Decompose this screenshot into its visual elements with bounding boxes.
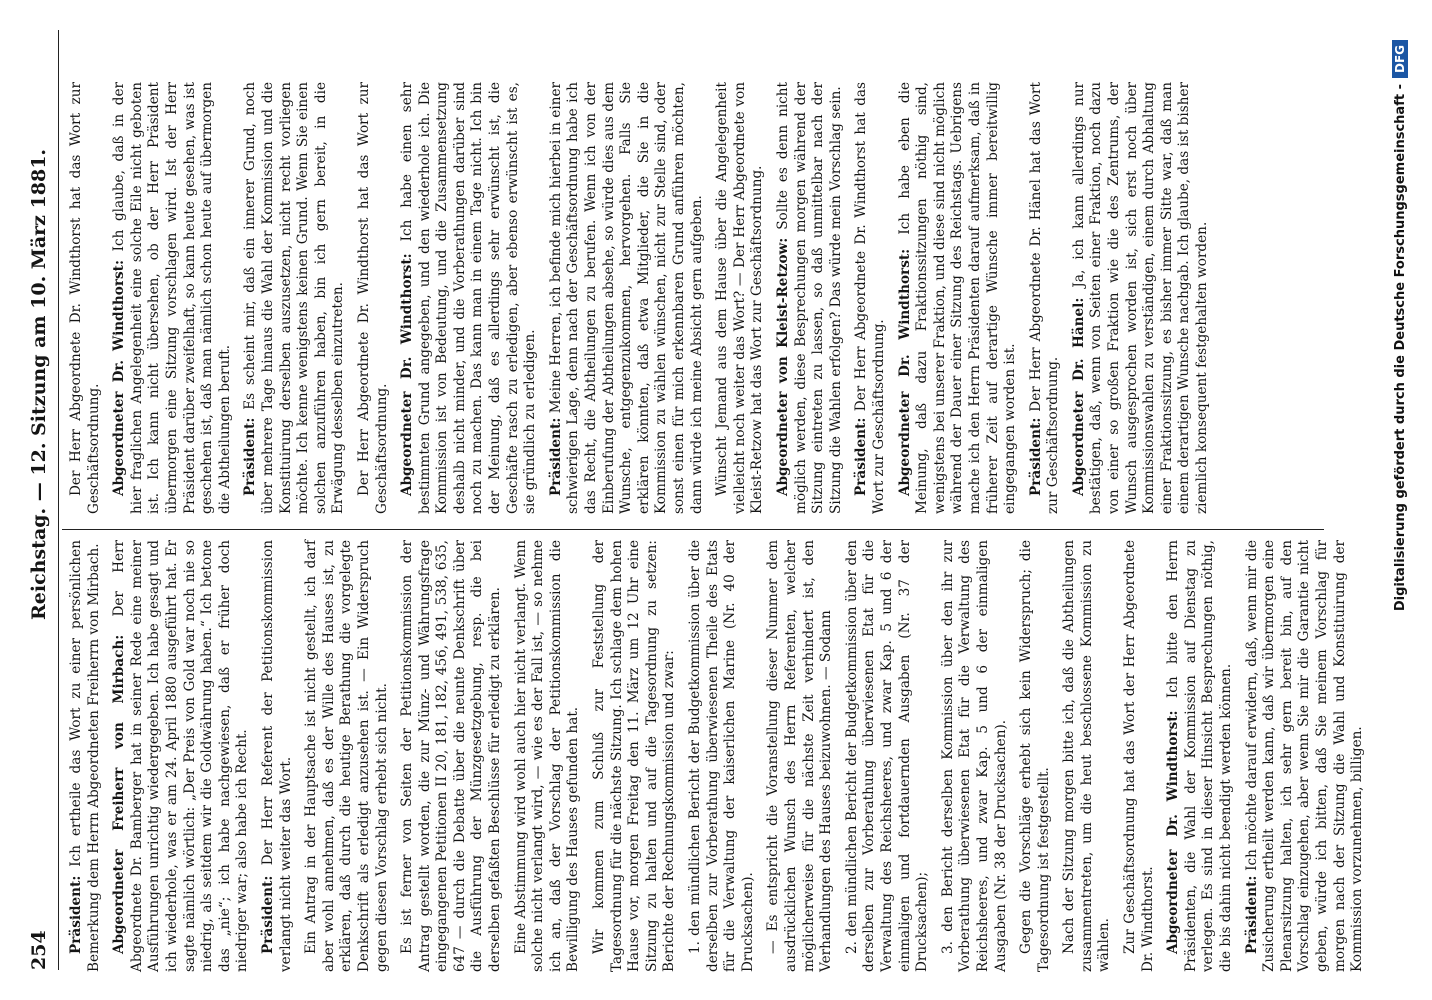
paragraph xyxy=(1071,82,1212,514)
paragraph xyxy=(68,540,103,972)
paragraph xyxy=(399,82,540,514)
speaker-name: Präsident: xyxy=(259,875,276,954)
paragraph-text: Ich habe einen sehr bestimmten Grund angegeben, und den wiederhole ich. Die Kommission ist von Bedeutung, und die Zusammensetzung deshalb nicht minder, und die Vorberathungen darüber sind noch zu machen. Das kann man in einem Tage nicht. Ich bin der Meinung, daß es allerdings sehr erwünscht ist, die Geschäfte rasch zu erledigen, aber ebenso erwünscht ist es, sie gründlich zu erledigen. xyxy=(399,82,539,514)
dfg-logo: DFG xyxy=(1392,40,1408,78)
paragraph-text: 3. den Bericht derselben Kommission über den ihr zur Vorberathung überwiesenen Etat für die Verwaltung des Reichsheeres, und zwar Kap. 5 und 6 der einmaligen Ausgaben (Nr. 38 der Drucksachen). xyxy=(939,540,1009,972)
paragraph xyxy=(1028,82,1063,514)
paragraph xyxy=(897,82,1020,514)
paragraph xyxy=(591,540,679,972)
column-divider xyxy=(62,529,1324,530)
paragraph xyxy=(242,82,348,514)
speaker-name: Abgeordneter Dr. Windthorst: xyxy=(1165,710,1182,954)
paragraph-text: Ich habe eben die Meinung, daß dazu Fraktionssitzungen nöthig sind, wenigstens bei unserer Fraktion, und diese sind nicht möglich während der Dauer einer Sitzung des Reichstags. Uebrigens mache ich den Herrn Präsidenten darauf aufmerksam, daß in früherer Zeit auf derartige Wünsche immer bereitwillig eingegangen worden ist. xyxy=(896,81,1019,514)
paragraph xyxy=(765,540,835,972)
paragraph xyxy=(1061,540,1114,972)
paragraph xyxy=(111,540,252,972)
paragraph xyxy=(714,82,767,514)
paragraph xyxy=(775,82,845,514)
paragraph xyxy=(68,82,103,514)
paragraph-text: Der Herr Abgeordnete Dr. Windthorst hat das Wort zur Geschäftsordnung. xyxy=(68,82,102,514)
paragraph xyxy=(548,82,706,514)
paragraph-text: 2. den mündlichen Bericht der Budgetkommission über den derselben zur Vorberathung überwiesenen Etat für die Verwaltung des Reichsheeres, und zwar Kap. 5 und 6 der einmaligen und fortdauernden Ausgaben (Nr. 37 der Drucksachen); xyxy=(843,540,931,972)
paragraph xyxy=(356,82,391,514)
paragraph xyxy=(260,540,295,972)
paragraph-text: Ja, ich kann allerdings nur bestätigen, daß, wenn von Seiten einer Fraktion, noch dazu von einer so großen Fraktion wie die des Zentrums, der Wunsch ausgesprochen worden ist, sich erst noch über Kommissionswahlen zu verständigen, einem durch Abhaltung einer Fraktionssitzung, es bisher immer Sitte war, daß man einem derartigen Wunsche nachgab. Ich glaube, das ist bisher ziemlich konsequent festgehalten worden. xyxy=(1070,82,1211,514)
speaker-name: Präsident: xyxy=(547,417,564,496)
paragraph-text: Der Herr Abgeordnete Dr. Windthorst hat das Wort zur Geschäftsordnung. xyxy=(355,82,390,514)
paragraph-text: Der Herr Abgeordnete Dr. Windthorst hat das Wort zur Geschäftsordnung. xyxy=(853,82,887,514)
paragraph-text: Ich ertheile das Wort zu einer persönlichen Bemerkung dem Herrn Abgeordneten Freiherrn von Mirbach. xyxy=(68,540,102,972)
paragraph-text: Sollte es denn nicht möglich werden, diese Besprechungen morgen während der Sitzung eintreten zu lassen, so daß unmittelbar nach der Sitzung die Wahlen erfolgen? Das würde mein Vorschlag sein. xyxy=(774,82,844,514)
paragraph xyxy=(1165,540,1235,972)
paragraph-text: — Es entspricht die Voranstellung dieser Nummer dem ausdrücklichen Wunsch des Herrn Referenten, welcher möglicherweise für die nächste Zeit verhindert ist, den Verhandlungen des Hauses beizuwohnen. — Sodann xyxy=(765,540,835,972)
paragraph-text: 1. den mündlichen Bericht der Budgetkommission über die derselben zur Vorberathung überwiesenen Theile des Etats für die Verwaltung der kaiserlichen Marine (Nr. 40 der Drucksachen). xyxy=(687,540,756,972)
paragraph-text: Eine Abstimmung wird wohl auch hier nicht verlangt. Wenn solche nicht verlangt wird, — wie es der Fall ist, — so nehme ich an, daß der Vorschlag der Petitionskommission die Bewilligung des Hauses gefunden hat. xyxy=(512,540,582,972)
paragraph-text: Der Herr Referent der Petitionskommission verlangt nicht weiter das Wort. xyxy=(259,539,294,972)
paragraph xyxy=(1122,540,1157,972)
paragraph-text: Nach der Sitzung morgen bitte ich, daß die Abtheilungen zusammentreten, um die heut beschlossene Kommission zu wählen. xyxy=(1061,540,1113,972)
speaker-name: Präsident: xyxy=(1027,417,1044,496)
paragraph-text: Ich glaube, daß in der hier fraglichen Angelegenheit eine solche Eile nicht geboten ist. Ich kann nicht übersehen, ob der Herr Präsident übermorgen eine Sitzung vorschlagen wird. Ist der Herr Präsident darüber zweifelhaft, so kann heute gesehen, was ist geschehen ist, daß man nämlich schon heute auf übermorgen die Abtheilungen beruft. xyxy=(111,82,233,514)
right-column xyxy=(68,82,1318,514)
paragraph-text: Gegen die Vorschläge erhebt sich kein Widerspruch; die Tagesordnung ist festgestellt. xyxy=(1018,540,1052,972)
speaker-name: Präsident: xyxy=(1243,875,1260,954)
speaker-name: Präsident: xyxy=(242,417,259,496)
paragraph xyxy=(513,540,583,972)
page-header xyxy=(26,30,56,970)
paragraph xyxy=(940,540,1010,972)
paragraph xyxy=(1244,540,1367,972)
paragraph-text: Ich möchte darauf erwidern, daß, wenn mir die Zusicherung ertheilt werden kann, daß wir übermorgen eine Plenarsitzung halten, ich sehr gern bereit bin, auf den Vorschlag einzugehen, aber wenn Sie mir die Garantie nicht geben, würde ich bitten, daß Sie meinem Vorschlag für morgen nach der Sitzung die Wahl und Konstituirung der Kommission vorzunehmen, billigen. xyxy=(1243,540,1366,972)
paragraph-text: Der Herr Abgeordnete Dr. Hänel hat das Wort zur Geschäftsordnung. xyxy=(1027,82,1062,514)
paragraph-text: Ein Antrag in der Hauptsache ist nicht gestellt, ich darf aber wohl annehmen, daß es der Wille des Hauses ist, zu erklären, daß durch die heutige Berathung die vorgelegte Denkschrift als erledigt anzusehen ist. — Ein Widerspruch gegen diesen Vorschlag erhebt sich nicht. xyxy=(303,540,390,972)
speaker-name: Abgeordneter Freiherr von Mirbach: xyxy=(111,634,128,954)
paragraph-text: Es scheint mir, daß ein innerer Grund, noch über mehrere Tage hinaus die Wahl der Kommission und die Konstituirung derselben auszusetzen, nicht recht vorliegen möchte. Ich kenne wenigstens keinen Grund. Wenn Sie einen solchen anzuführen haben, bin ich gern bereit, in die Erwägung desselben einzutreten. xyxy=(242,82,347,514)
paragraph-text: Zur Geschäftsordnung hat das Wort der Herr Abgeordnete Dr. Windthorst. xyxy=(1122,540,1156,972)
header-title-left: Reichstag. — 12. Sitzung am 10. März 1881. xyxy=(28,148,50,620)
speaker-name: Präsident: xyxy=(853,417,870,496)
page-number: 254 xyxy=(28,930,50,970)
speaker-name: Präsident: xyxy=(68,875,84,954)
paragraph xyxy=(853,82,888,514)
speaker-name: Abgeordneter Dr. Windthorst: xyxy=(399,253,416,496)
paragraph-text: Der Herr Abgeordnete Dr. Bamberger hat in seiner Rede eine meiner Ausführungen unrichtig wiedergegeben. Ich habe gesagt und ich wiederhole, was er am 24. April 1880 ausgeführt hat. Er sagte nämlich wörtlich: „Der Preis von Gold war noch nie so niedrig, als seitdem wir die Goldwährung haben.“ Ich betone das „nie“; ich habe nachgewiesen, daß er früher doch niedriger war; also habe ich Recht. xyxy=(111,540,251,972)
paragraph xyxy=(1018,540,1053,972)
speaker-name: Abgeordneter Dr. Windthorst: xyxy=(111,260,128,496)
paragraph xyxy=(687,540,757,972)
digitization-credit xyxy=(1392,40,1416,960)
speaker-name: Abgeordneter Dr. Hänel: xyxy=(1070,297,1087,496)
left-column xyxy=(68,539,1366,972)
paragraph-text: Es ist ferner von Seiten der Petitionskommission der Antrag gestellt worden, die zur Münz- und Währungsfrage eingegangenen Petitionen II 20, 181, 182, 456, 491, 538, 635, 647 — durch die Debatte über die neunte Denkschrift über die Ausführung der Münzgesetzgebung, resp. die bei derselben gefaßten Beschlüsse für erledigt zu erklären. xyxy=(399,540,504,972)
speaker-name: Abgeordneter Dr. Windthorst: xyxy=(896,248,913,496)
header-rule xyxy=(58,30,59,970)
paragraph xyxy=(303,540,391,972)
credit-text: Digitalisierung gefördert durch die Deutsche Forschungsgemeinschaft - xyxy=(1393,84,1408,612)
paragraph-text: Wünscht Jemand aus dem Hause über die Angelegenheit vielleicht noch weiter das Wort? — Der Herr Abgeordnete von Kleist-Retzow hat das Wort zur Geschäftsordnung. xyxy=(714,82,766,514)
paragraph xyxy=(399,540,505,972)
speaker-name: Abgeordneter von Kleist-Retzow: xyxy=(774,237,791,496)
paragraph xyxy=(844,540,932,972)
paragraph-text: Ich bitte den Herrn Präsidenten, die Wahl der Kommission auf Dienstag zu verlegen. Es sind in dieser Hinsicht Besprechungen nöthig, die bis dahin nicht beendigt werden können. xyxy=(1165,540,1235,972)
paragraph-text: Wir kommen zum Schluß zur Feststellung der Tagesordnung für die nächste Sitzung. Ich schlage dem hohen Hause vor, morgen Freitag den 11. März um 12 Uhr eine Sitzung zu halten und auf die Tagesordnung zu setzen: Berichte der Rechnungskommission und zwar: xyxy=(591,540,678,972)
paragraph xyxy=(111,82,234,514)
paragraph-text: Meine Herren, ich befinde mich hierbei in einer schwierigen Lage, denn nach der Geschäftsordnung habe ich das Recht, die Abtheilungen zu berufen. Wenn ich von der Einberufung der Abtheilungen absehe, so würde dies aus dem Wunsche, entgegenzukommen, hervorgehen. Falls Sie erklären könnten, daß etwa Mitglieder, die Sie in die Kommission zu wählen wünschen, nicht zur Stelle sind, oder sonst einen für mich erkennbaren Grund anführen möchten, dann würde ich meine Absicht gern aufgeben. xyxy=(547,82,705,514)
